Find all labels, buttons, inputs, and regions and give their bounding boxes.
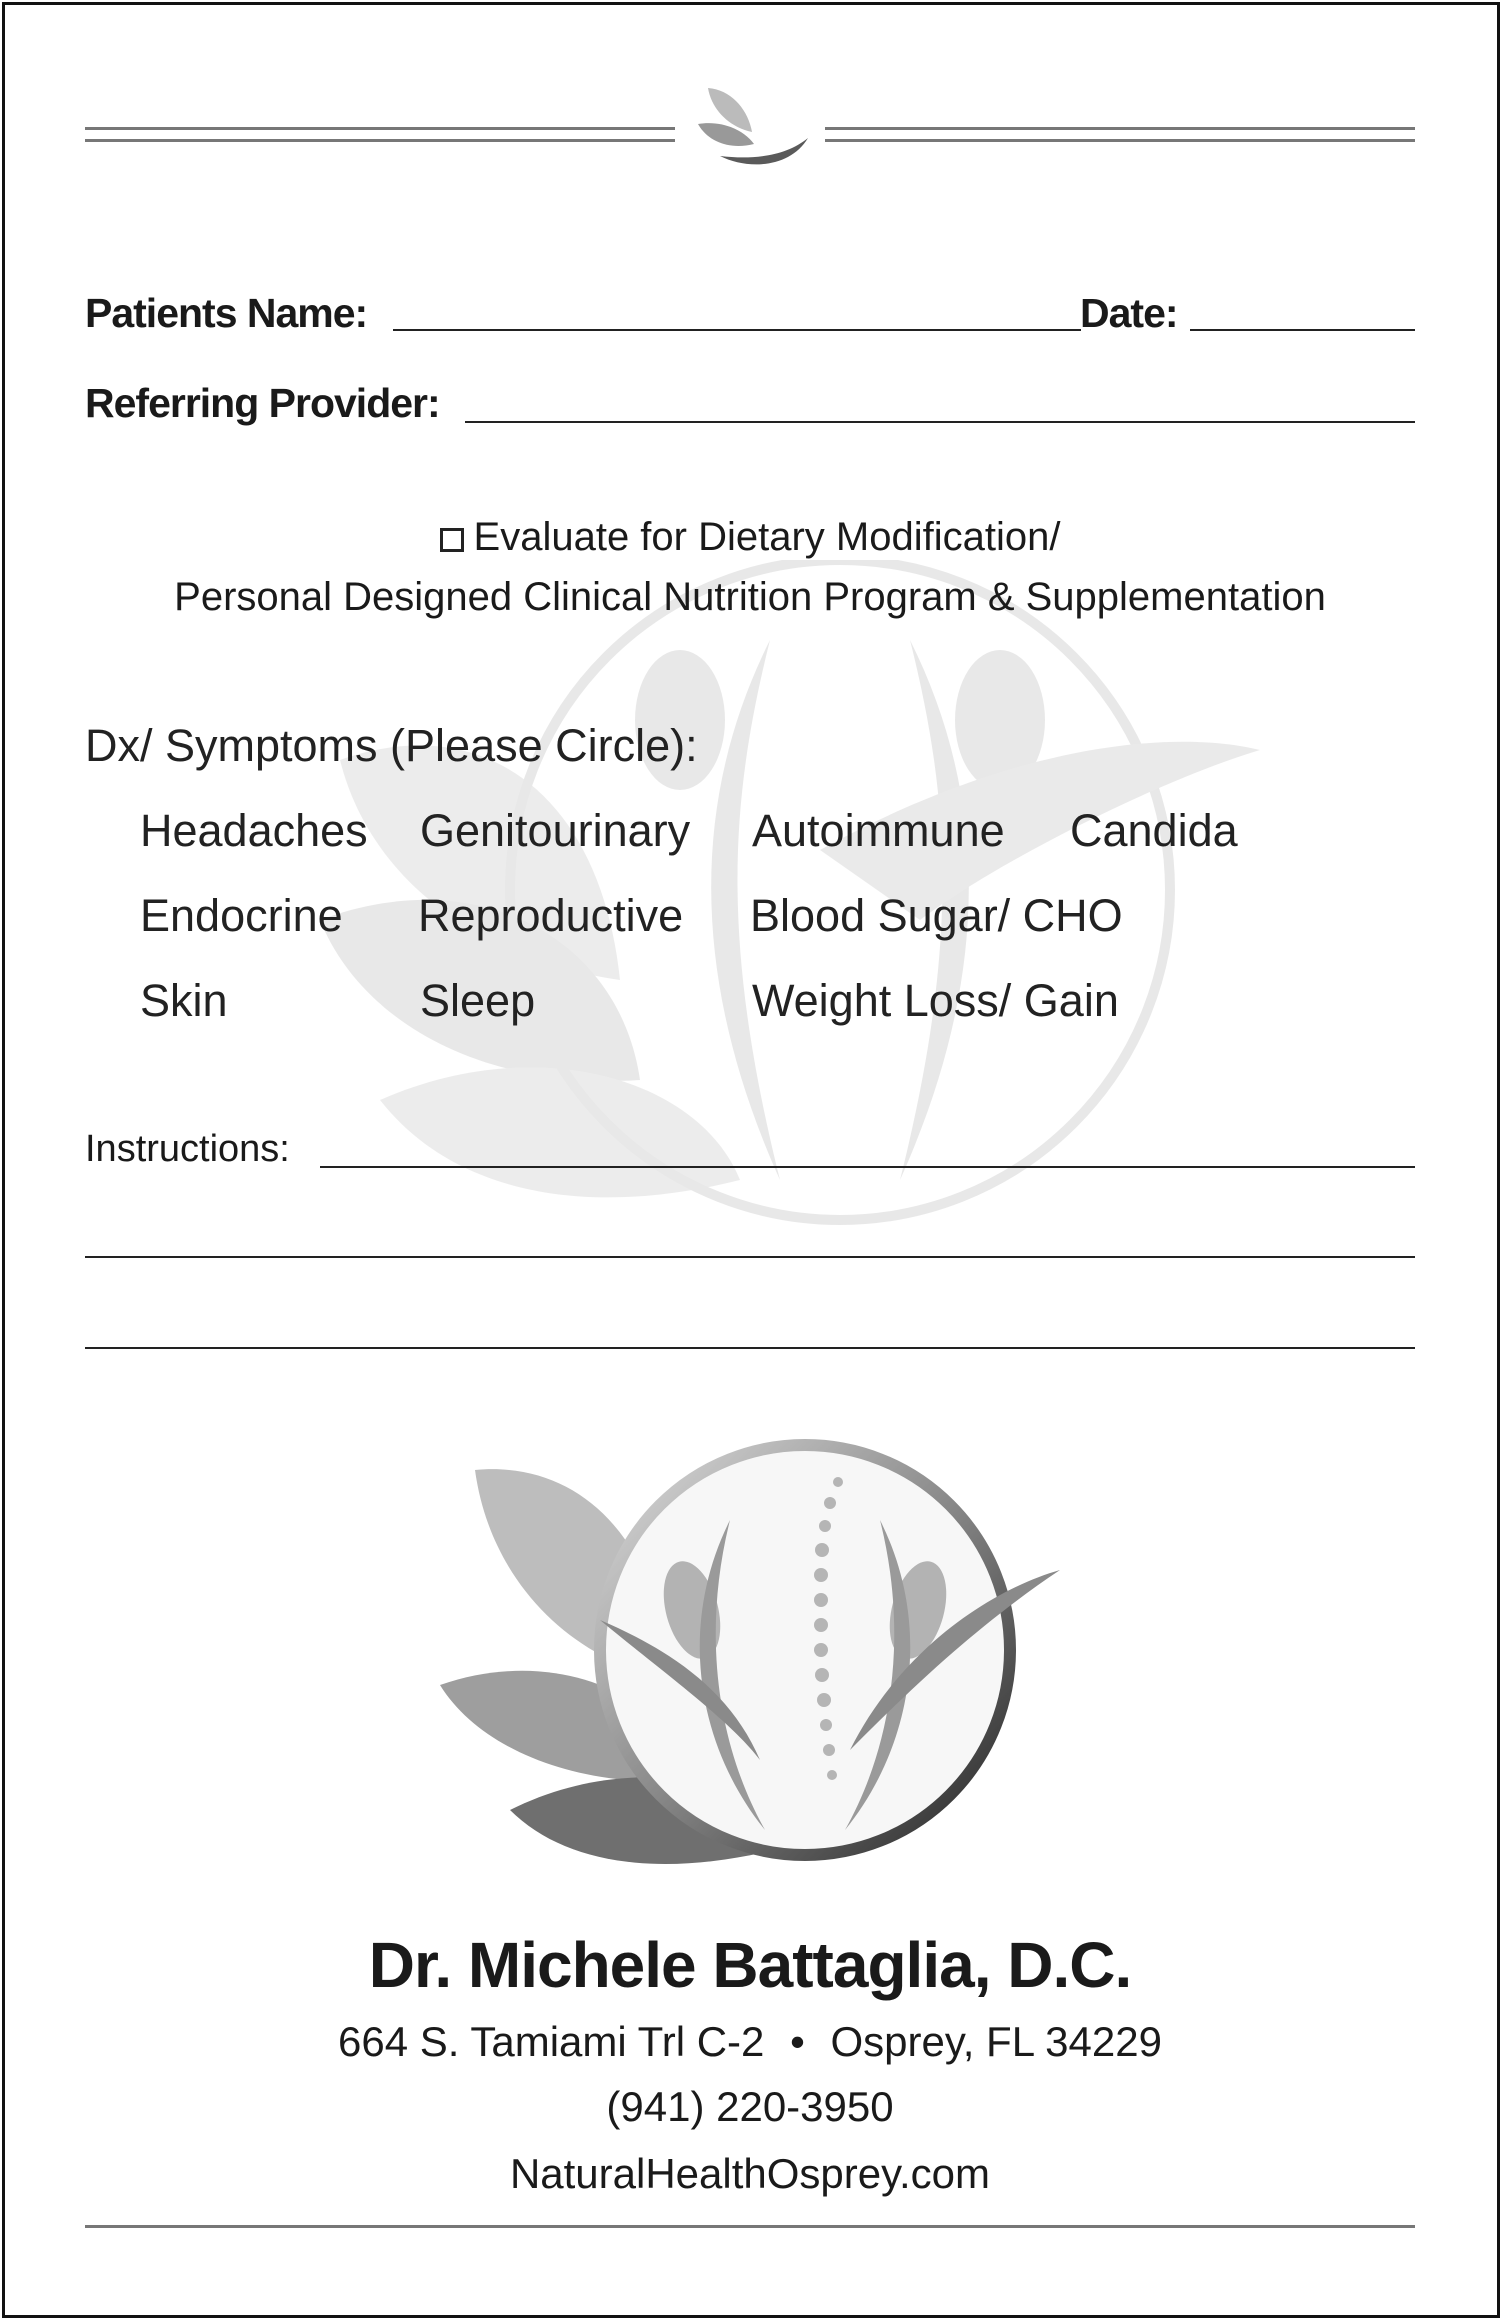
referring-provider-field[interactable] [465,421,1415,423]
symptom-weight[interactable]: Weight Loss/ Gain [752,975,1119,1026]
header-rule-right-bottom [825,139,1415,142]
dietary-checkbox-row[interactable] [0,515,1500,560]
instructions-field-3[interactable] [85,1347,1415,1349]
symptom-skin[interactable]: Skin [140,975,228,1026]
instructions-field-2[interactable] [85,1256,1415,1258]
symptom-autoimmune[interactable]: Autoimmune [752,805,1005,856]
symptom-candida[interactable]: Candida [1070,805,1238,856]
address-street: 664 S. Tamiami Trl C-2 [338,2018,765,2065]
symptom-sleep[interactable]: Sleep [420,975,536,1026]
date-label: Date: [1080,290,1178,336]
clinic-address [0,2018,1500,2066]
date-field[interactable] [1190,329,1415,331]
dietary-checkbox[interactable] [440,528,464,552]
clinic-website[interactable]: NaturalHealthOsprey.com [509,2150,991,2197]
dietary-checkbox-label: Evaluate for Dietary Modification/ [473,515,1061,559]
referring-provider-label: Referring Provider: [85,380,440,426]
header-rule-left-bottom [85,139,675,142]
symptom-blood-sugar[interactable]: Blood Sugar/ CHO [750,890,1123,941]
address-city: Osprey, FL 34229 [830,2018,1162,2065]
instructions-label: Instructions: [85,1128,290,1170]
address-bullet: • [790,2018,805,2065]
patient-name-label: Patients Name: [85,290,368,336]
header-rule-right-top [825,127,1415,130]
symptom-genitourinary[interactable]: Genitourinary [420,805,691,856]
symptom-reproductive[interactable]: Reproductive [418,890,684,941]
dx-symptoms-label: Dx/ Symptoms (Please Circle): [85,720,698,771]
header-rule-left-top [85,127,675,130]
symptom-endocrine[interactable]: Endocrine [140,890,343,941]
clinic-phone: (941) 220-3950 [606,2083,894,2130]
footer-rule [85,2225,1415,2228]
nutrition-program-label: Personal Designed Clinical Nutrition Program & Supplementation [174,575,1326,619]
instructions-field-1[interactable] [320,1166,1415,1168]
clinic-logo [430,1420,1070,1880]
patient-name-field[interactable] [393,329,1081,331]
leaf-ornament-icon [690,80,820,170]
symptom-headaches[interactable]: Headaches [140,805,368,856]
doctor-name: Dr. Michele Battaglia, D.C. [368,1929,1132,2001]
